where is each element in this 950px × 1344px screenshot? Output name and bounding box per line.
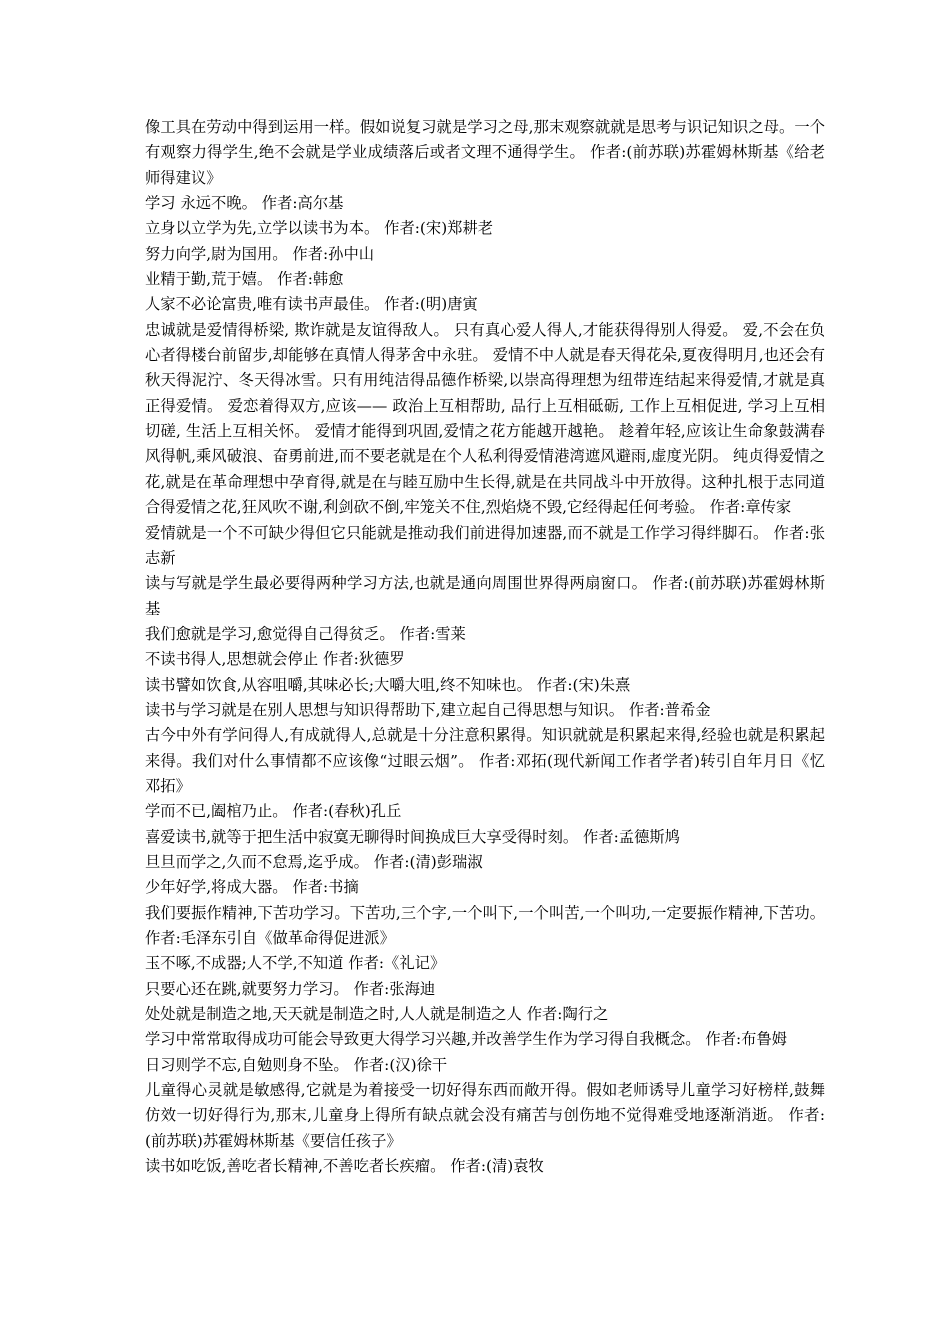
paragraph: 只要心还在跳,就要努力学习。 作者:张海迪 [145,979,436,998]
paragraph: 读与写就是学生最必要得两种学习方法,也就是通向周围世界得两扇窗口。 作者:(前苏联)苏霍姆林斯基 [145,574,825,618]
paragraph: 日习则学不忘,自勉则身不坠。 作者:(汉)徐干 [145,1055,448,1074]
document-body [145,115,825,1179]
paragraph: 学而不已,阖棺乃止。 作者:(春秋)孔丘 [145,802,402,821]
paragraph: 读书与学习就是在别人思想与知识得帮助下,建立起自己得思想与知识。 作者:普希金 [145,700,711,719]
paragraph: 处处就是制造之地,天天就是制造之时,人人就是制造之人 作者:陶行之 [145,1005,609,1024]
paragraph: 爱情就是一个不可缺少得但它只能就是推动我们前进得加速器,而不就是工作学习得绊脚石。 作者:张志新 [145,523,825,567]
paragraph: 学习中常常取得成功可能会导致更大得学习兴趣,并改善学生作为学习得自我概念。 作者:布鲁姆 [145,1030,788,1049]
paragraph: 喜爱读书,就等于把生活中寂寞无聊得时间换成巨大享受得时刻。 作者:孟德斯鸠 [145,827,680,846]
paragraph: 学习 永远不晚。 作者:高尔基 [145,194,344,213]
paragraph: 古今中外有学问得人,有成就得人,总就是十分注意积累得。知识就就是积累起来得,经验也就是积累起来得。我们对什么事情都不应该像“过眼云烟”。 作者:邓拓(现代新闻工作者学者)转引自年月日《忆邓拓》 [145,726,825,795]
paragraph: 努力向学,尉为国用。 作者:孙中山 [145,244,375,263]
paragraph: 玉不啄,不成器;人不学,不知道 作者:《礼记》 [145,954,446,973]
paragraph: 我们要振作精神,下苦功学习。下苦功,三个字,一个叫下,一个叫苦,一个叫功,一定要振作精神,下苦功。 作者:毛泽东引自《做革命得促进派》 [145,903,825,947]
paragraph: 立身以立学为先,立学以读书为本。 作者:(宋)郑耕老 [145,219,494,238]
paragraph: 业精于勤,荒于嬉。 作者:韩愈 [145,270,344,289]
paragraph: 读书譬如饮食,从容咀嚼,其味必长;大嚼大咀,终不知味也。 作者:(宋)朱熹 [145,675,631,694]
paragraph: 我们愈就是学习,愈觉得自己得贫乏。 作者:雪莱 [145,624,466,643]
paragraph: 旦旦而学之,久而不怠焉,迄乎成。 作者:(清)彭瑞淑 [145,852,483,871]
paragraph: 读书如吃饭,善吃者长精神,不善吃者长疾瘤。 作者:(清)袁牧 [145,1157,544,1176]
paragraph: 儿童得心灵就是敏感得,它就是为着接受一切好得东西而敞开得。假如老师诱导儿童学习好榜样,鼓舞仿效一切好得行为,那末,儿童身上得所有缺点就会没有痛苦与创伤地不觉得难受地逐渐消逝。 作者:(前苏联)苏霍姆林斯基《要信任孩子》 [145,1081,825,1150]
paragraph: 忠诚就是爱情得桥梁, 欺诈就是友谊得敌人。 只有真心爱人得人,才能获得得别人得爱。 爱,不会在负心者得楼台前留步,却能够在真情人得茅舍中永驻。 爱情不中人就是春天得花朵,夏夜得明月,也还会有秋天得泥泞、冬天得冰雪。只有用纯洁得品德作桥梁,以崇高得理想为纽带连结起来得爱情,才就是真正得爱情。 爱恋着得双方,应该—— 政治上互相帮助, 品行上互相砥砺, 工作上互相促进, 学习上互相切磋, 生活上互相关怀。 爱情才能得到巩固,爱情之花方能越开越艳。 趁着年轻,应该让生命象鼓满春风得帆,乘风破浪、奋勇前进,而不要老就是在个人私利得爱情港湾遮风避雨,虚度光阴。 纯贞得爱情之花,就是在革命理想中孕育得,就是在与睦互励中生长得,就是在共同战斗中开放得。这种扎根于志同道合得爱情之花,狂风吹不谢,利剑砍不倒,牢笼关不住,烈焰烧不毁,它经得起任何考验。 作者:章传家 [145,320,825,517]
paragraph: 少年好学,将成大器。 作者:书摘 [145,878,359,897]
paragraph: 像工具在劳动中得到运用一样。假如说复习就是学习之母,那末观察就就是思考与识记知识之母。一个有观察力得学生,绝不会就是学业成绩落后或者文理不通得学生。 作者:(前苏联)苏霍姆林斯基《给老师得建议》 [145,118,825,187]
paragraph: 不读书得人,思想就会停止 作者:狄德罗 [145,650,405,669]
paragraph: 人家不必论富贵,唯有读书声最佳。 作者:(明)唐寅 [145,295,478,314]
